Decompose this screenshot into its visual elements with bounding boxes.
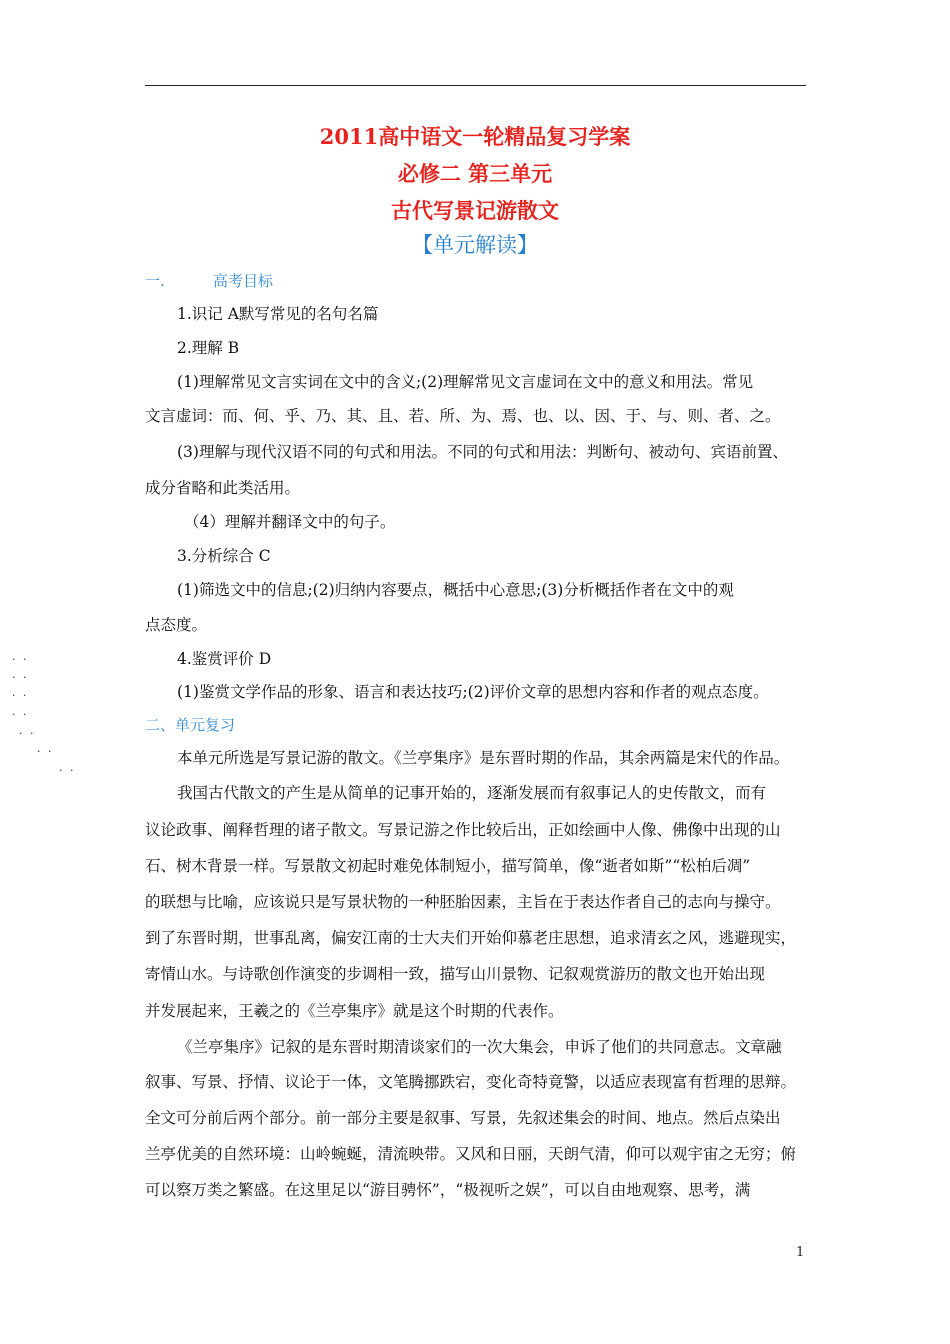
heading-unit-review: 二、单元复习	[145, 716, 236, 734]
target-line: 成分省略和此类活用。	[145, 479, 301, 497]
header-rule	[145, 85, 806, 86]
margin-mark: · ·	[19, 727, 36, 740]
unit-title: 古代写景记游散文	[391, 198, 559, 223]
review-line: 本单元所选是写景记游的散文。《兰亭集序》是东晋时期的作品，其余两篇是宋代的作品。	[177, 749, 790, 767]
margin-mark: · ·	[37, 745, 54, 758]
review-line: 我国古代散文的产生是从简单的记事开始的，逐渐发展而有叙事记人的史传散文，而有	[177, 784, 767, 802]
target-line: 1.识记 A默写常见的名句名篇	[177, 305, 379, 323]
review-line: 寄情山水。与诗歌创作演变的步调相一致，描写山川景物、记叙观赏游历的散文也开始出现	[145, 965, 766, 983]
document-subtitle: 必修二 第三单元	[397, 161, 553, 186]
heading-number: 一.	[145, 272, 165, 290]
margin-mark: · ·	[12, 689, 29, 702]
review-line: 到了东晋时期，世事乱离，偏安江南的士大夫们开始仰慕老庄思想，追求清玄之风，逃避现实，	[145, 929, 797, 947]
target-line: 4.鉴赏评价 D	[177, 650, 272, 668]
review-line: 《兰亭集序》记叙的是东晋时期清谈家们的一次大集会，申诉了他们的共同意志。文章融	[177, 1038, 782, 1056]
target-line: 2.理解 B	[177, 339, 240, 357]
target-line: 文言虚词：而、何、乎、乃、其、且、若、所、为、焉、也、以、因、于、与、则、者、之。	[145, 407, 781, 425]
margin-mark: · ·	[12, 671, 29, 684]
review-line: 石、树木背景一样。写景散文初起时难免体制短小，描写简单，像“逝者如斯”“松柏后凋”	[145, 857, 751, 875]
margin-mark: · ·	[12, 708, 29, 721]
margin-mark: · ·	[59, 764, 76, 777]
review-line: 议论政事、阐释哲理的诸子散文。写景记游之作比较后出，正如绘画中人像、佛像中出现的山	[145, 821, 781, 839]
heading-exam-goals	[145, 270, 273, 292]
target-line: 点态度。	[145, 616, 208, 634]
review-line: 可以察万类之繁盛。在这里足以“游目骋怀”，“极视听之娱”，可以自由地观察、思考，满	[145, 1181, 751, 1199]
section-header: 【单元解读】	[412, 233, 538, 257]
target-line: (1)鉴赏文学作品的形象、语言和表达技巧;(2)评价文章的思想内容和作者的观点态度。	[177, 683, 769, 701]
review-line: 兰亭优美的自然环境：山岭蜿蜒，清流映带。又风和日丽，天朗气清，仰可以观宇宙之无穷；俯	[145, 1145, 797, 1163]
document-title: 2011高中语文一轮精品复习学案	[319, 124, 631, 149]
heading-text: 高考目标	[213, 272, 274, 290]
target-line: (1)理解常见文言实词在文中的含义;(2)理解常见文言虚词在文中的意义和用法。常见	[177, 373, 754, 391]
target-line: (1)筛选文中的信息;(2)归纳内容要点，概括中心意思;(3)分析概括作者在文中的观	[177, 581, 734, 599]
target-line: 3.分析综合 C	[177, 547, 271, 565]
margin-mark: · ·	[12, 653, 29, 666]
review-line: 并发展起来，王羲之的《兰亭集序》就是这个时期的代表作。	[145, 1002, 564, 1020]
review-line: 叙事、写景、抒情、议论于一体，文笔腾挪跌宕，变化奇特竟警，以适应表现富有哲理的思辩。	[145, 1073, 797, 1091]
target-line: （4）理解并翻译文中的句子。	[184, 513, 396, 531]
page-number: 1	[796, 1245, 805, 1260]
review-line: 的联想与比喻，应该说只是写景状物的一种胚胎因素，主旨在于表达作者自己的志向与操守。	[145, 893, 781, 911]
review-line: 全文可分前后两个部分。前一部分主要是叙事、写景，先叙述集会的时间、地点。然后点染出	[145, 1109, 781, 1127]
target-line: (3)理解与现代汉语不同的句式和用法。不同的句式和用法：判断句、被动句、宾语前置、	[177, 443, 788, 461]
